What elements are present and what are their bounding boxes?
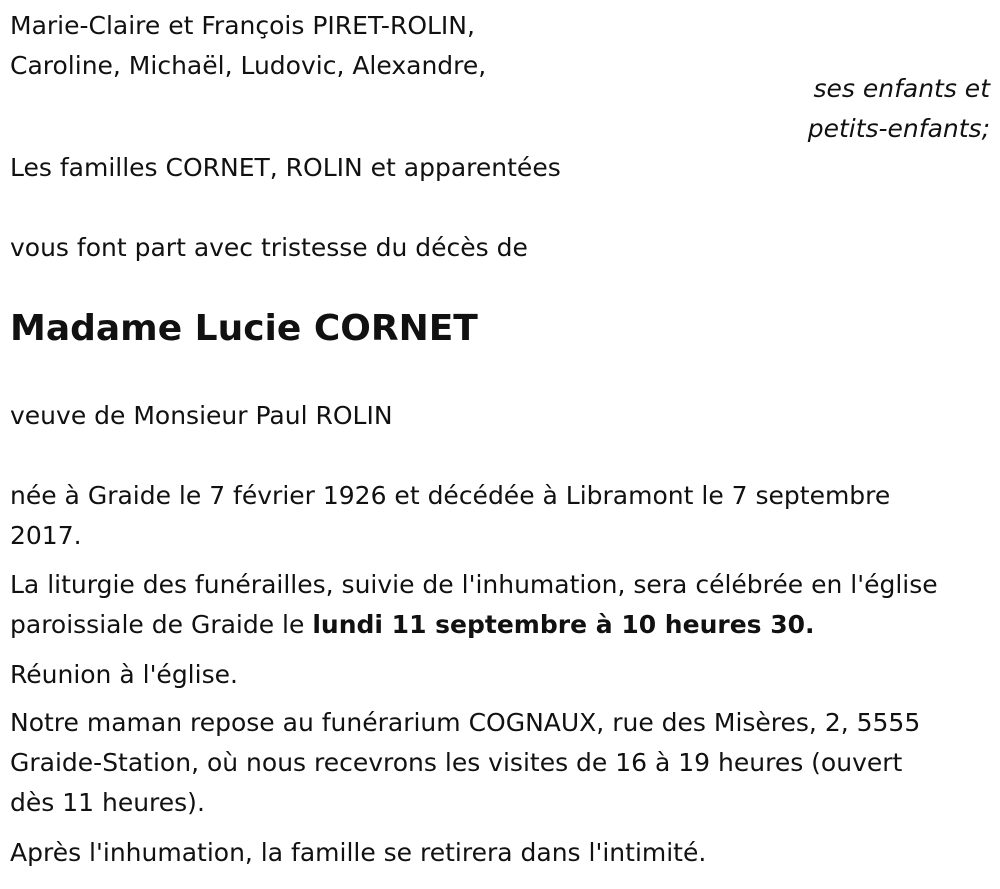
liturgy-line-2-prefix: paroissiale de Graide le	[10, 610, 313, 639]
deceased-name: Madame Lucie CORNET	[10, 308, 478, 349]
relation-line-1: ses enfants et	[813, 74, 990, 103]
rest-line-3: dès 11 heures).	[10, 788, 205, 817]
family-line-1: Marie-Claire et François PIRET-ROLIN,	[10, 11, 475, 40]
intro-line: vous font part avec tristesse du décès de	[10, 233, 528, 262]
liturgy-line-1: La liturgie des funérailles, suivie de l'inhumation, sera célébrée en l'église	[10, 570, 938, 599]
liturgy-line-2	[10, 605, 815, 645]
birth-death-line-1: née à Graide le 7 février 1926 et décédée à Libramont le 7 septembre	[10, 481, 891, 510]
families-line: Les familles CORNET, ROLIN et apparentées	[10, 153, 561, 182]
meeting-line: Réunion à l'église.	[10, 660, 238, 689]
birth-death-line-2: 2017.	[10, 521, 82, 550]
relation-line-2: petits-enfants;	[807, 114, 990, 143]
widow-line: veuve de Monsieur Paul ROLIN	[10, 401, 393, 430]
rest-line-2: Graide-Station, où nous recevrons les visites de 16 à 19 heures (ouvert	[10, 748, 903, 777]
liturgy-date: lundi 11 septembre à 10 heures 30.	[312, 610, 815, 639]
family-line-2: Caroline, Michaël, Ludovic, Alexandre,	[10, 51, 487, 80]
closing-line: Après l'inhumation, la famille se retirera dans l'intimité.	[10, 838, 707, 867]
rest-line-1: Notre maman repose au funérarium COGNAUX, rue des Misères, 2, 5555	[10, 708, 921, 737]
